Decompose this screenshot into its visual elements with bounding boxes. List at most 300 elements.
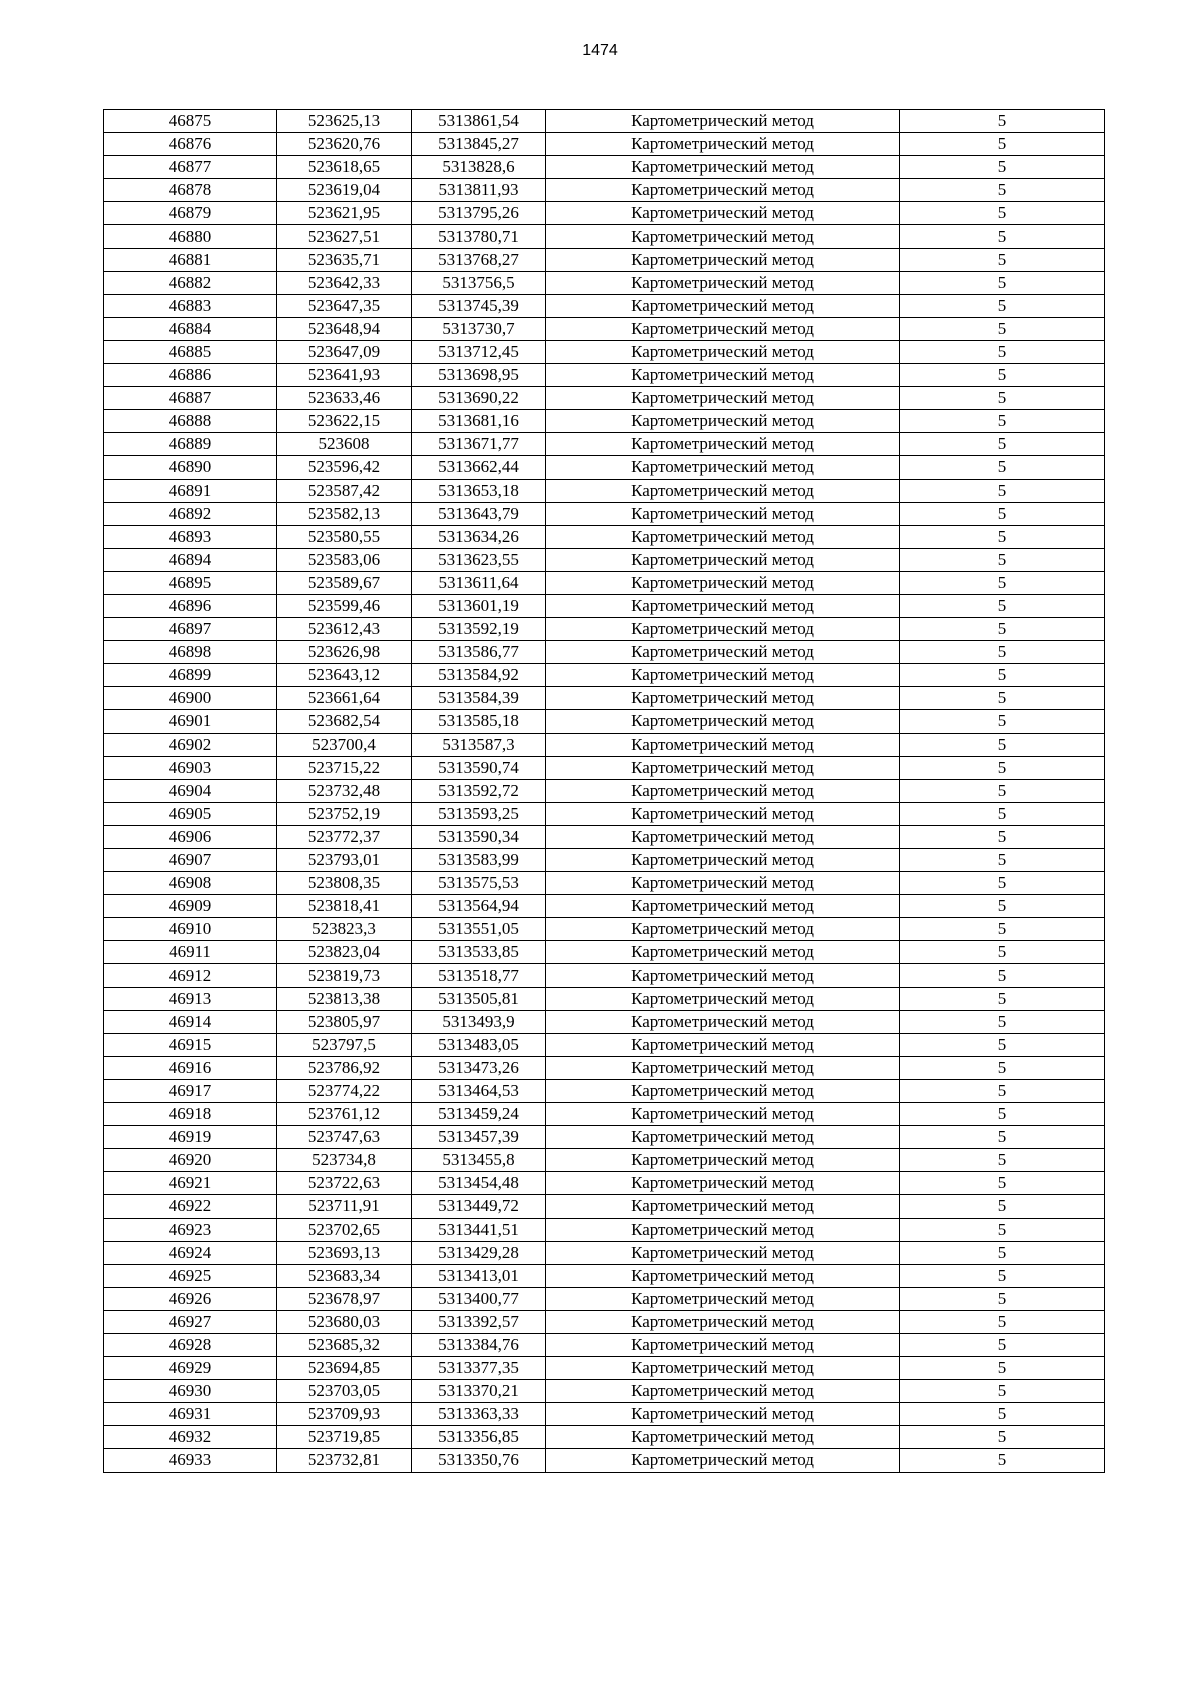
accuracy-cell: 5 — [900, 987, 1105, 1010]
x-coordinate-cell: 523647,09 — [277, 340, 412, 363]
coordinates-table — [103, 109, 1105, 1473]
x-coordinate-cell: 523797,5 — [277, 1033, 412, 1056]
accuracy-cell: 5 — [900, 179, 1105, 202]
point-number-cell: 46904 — [104, 779, 277, 802]
y-coordinate-cell: 5313493,9 — [412, 1010, 546, 1033]
table-row — [104, 802, 1105, 825]
accuracy-cell: 5 — [900, 456, 1105, 479]
point-number-cell: 46887 — [104, 387, 277, 410]
accuracy-cell: 5 — [900, 964, 1105, 987]
table-row — [104, 987, 1105, 1010]
y-coordinate-cell: 5313756,5 — [412, 271, 546, 294]
table-row — [104, 733, 1105, 756]
point-number-cell: 46930 — [104, 1380, 277, 1403]
accuracy-cell: 5 — [900, 1264, 1105, 1287]
table-row — [104, 110, 1105, 133]
point-number-cell: 46901 — [104, 710, 277, 733]
method-cell: Картометрический метод — [546, 872, 900, 895]
y-coordinate-cell: 5313590,74 — [412, 756, 546, 779]
table-row — [104, 202, 1105, 225]
y-coordinate-cell: 5313590,34 — [412, 825, 546, 848]
method-cell: Картометрический метод — [546, 964, 900, 987]
y-coordinate-cell: 5313730,7 — [412, 317, 546, 340]
x-coordinate-cell: 523580,55 — [277, 525, 412, 548]
accuracy-cell: 5 — [900, 110, 1105, 133]
method-cell: Картометрический метод — [546, 410, 900, 433]
method-cell: Картометрический метод — [546, 1056, 900, 1079]
method-cell: Картометрический метод — [546, 733, 900, 756]
x-coordinate-cell: 523683,34 — [277, 1264, 412, 1287]
x-coordinate-cell: 523715,22 — [277, 756, 412, 779]
method-cell: Картометрический метод — [546, 1195, 900, 1218]
method-cell: Картометрический метод — [546, 710, 900, 733]
point-number-cell: 46912 — [104, 964, 277, 987]
point-number-cell: 46896 — [104, 594, 277, 617]
accuracy-cell: 5 — [900, 872, 1105, 895]
y-coordinate-cell: 5313564,94 — [412, 895, 546, 918]
accuracy-cell: 5 — [900, 594, 1105, 617]
table-row — [104, 779, 1105, 802]
method-cell: Картометрический метод — [546, 179, 900, 202]
table-row — [104, 1357, 1105, 1380]
accuracy-cell: 5 — [900, 156, 1105, 179]
accuracy-cell: 5 — [900, 133, 1105, 156]
method-cell: Картометрический метод — [546, 1010, 900, 1033]
accuracy-cell: 5 — [900, 1172, 1105, 1195]
method-cell: Картометрический метод — [546, 548, 900, 571]
y-coordinate-cell: 5313370,21 — [412, 1380, 546, 1403]
accuracy-cell: 5 — [900, 849, 1105, 872]
table-row — [104, 1149, 1105, 1172]
accuracy-cell: 5 — [900, 710, 1105, 733]
accuracy-cell: 5 — [900, 687, 1105, 710]
point-number-cell: 46894 — [104, 548, 277, 571]
accuracy-cell: 5 — [900, 802, 1105, 825]
y-coordinate-cell: 5313575,53 — [412, 872, 546, 895]
accuracy-cell: 5 — [900, 779, 1105, 802]
method-cell: Картометрический метод — [546, 1218, 900, 1241]
table-row — [104, 1010, 1105, 1033]
table-row — [104, 410, 1105, 433]
method-cell: Картометрический метод — [546, 156, 900, 179]
coordinates-table-body — [104, 110, 1105, 1473]
x-coordinate-cell: 523608 — [277, 433, 412, 456]
method-cell: Картометрический метод — [546, 687, 900, 710]
point-number-cell: 46903 — [104, 756, 277, 779]
y-coordinate-cell: 5313356,85 — [412, 1426, 546, 1449]
point-number-cell: 46911 — [104, 941, 277, 964]
point-number-cell: 46895 — [104, 571, 277, 594]
x-coordinate-cell: 523711,91 — [277, 1195, 412, 1218]
point-number-cell: 46916 — [104, 1056, 277, 1079]
table-row — [104, 294, 1105, 317]
accuracy-cell: 5 — [900, 1218, 1105, 1241]
y-coordinate-cell: 5313455,8 — [412, 1149, 546, 1172]
point-number-cell: 46910 — [104, 918, 277, 941]
method-cell: Картометрический метод — [546, 456, 900, 479]
accuracy-cell: 5 — [900, 1287, 1105, 1310]
point-number-cell: 46909 — [104, 895, 277, 918]
point-number-cell: 46891 — [104, 479, 277, 502]
x-coordinate-cell: 523599,46 — [277, 594, 412, 617]
point-number-cell: 46893 — [104, 525, 277, 548]
method-cell: Картометрический метод — [546, 294, 900, 317]
method-cell: Картометрический метод — [546, 364, 900, 387]
accuracy-cell: 5 — [900, 548, 1105, 571]
accuracy-cell: 5 — [900, 618, 1105, 641]
method-cell: Картометрический метод — [546, 571, 900, 594]
point-number-cell: 46906 — [104, 825, 277, 848]
table-row — [104, 317, 1105, 340]
accuracy-cell: 5 — [900, 340, 1105, 363]
y-coordinate-cell: 5313441,51 — [412, 1218, 546, 1241]
y-coordinate-cell: 5313795,26 — [412, 202, 546, 225]
y-coordinate-cell: 5313690,22 — [412, 387, 546, 410]
y-coordinate-cell: 5313861,54 — [412, 110, 546, 133]
y-coordinate-cell: 5313671,77 — [412, 433, 546, 456]
method-cell: Картометрический метод — [546, 525, 900, 548]
table-row — [104, 756, 1105, 779]
point-number-cell: 46929 — [104, 1357, 277, 1380]
point-number-cell: 46900 — [104, 687, 277, 710]
method-cell: Картометрический метод — [546, 225, 900, 248]
method-cell: Картометрический метод — [546, 849, 900, 872]
y-coordinate-cell: 5313653,18 — [412, 479, 546, 502]
x-coordinate-cell: 523808,35 — [277, 872, 412, 895]
y-coordinate-cell: 5313592,19 — [412, 618, 546, 641]
y-coordinate-cell: 5313429,28 — [412, 1241, 546, 1264]
accuracy-cell: 5 — [900, 364, 1105, 387]
method-cell: Картометрический метод — [546, 317, 900, 340]
y-coordinate-cell: 5313584,39 — [412, 687, 546, 710]
point-number-cell: 46923 — [104, 1218, 277, 1241]
accuracy-cell: 5 — [900, 895, 1105, 918]
x-coordinate-cell: 523612,43 — [277, 618, 412, 641]
point-number-cell: 46920 — [104, 1149, 277, 1172]
method-cell: Картометрический метод — [546, 1149, 900, 1172]
table-row — [104, 1056, 1105, 1079]
x-coordinate-cell: 523685,32 — [277, 1333, 412, 1356]
page-number: 1474 — [582, 42, 618, 59]
x-coordinate-cell: 523622,15 — [277, 410, 412, 433]
method-cell: Картометрический метод — [546, 248, 900, 271]
accuracy-cell: 5 — [900, 664, 1105, 687]
method-cell: Картометрический метод — [546, 110, 900, 133]
table-row — [104, 433, 1105, 456]
table-row — [104, 225, 1105, 248]
method-cell: Картометрический метод — [546, 1033, 900, 1056]
point-number-cell: 46926 — [104, 1287, 277, 1310]
method-cell: Картометрический метод — [546, 1287, 900, 1310]
point-number-cell: 46925 — [104, 1264, 277, 1287]
table-row — [104, 641, 1105, 664]
accuracy-cell: 5 — [900, 525, 1105, 548]
table-row — [104, 825, 1105, 848]
table-row — [104, 133, 1105, 156]
method-cell: Картометрический метод — [546, 1449, 900, 1472]
y-coordinate-cell: 5313551,05 — [412, 918, 546, 941]
method-cell: Картометрический метод — [546, 1079, 900, 1102]
x-coordinate-cell: 523786,92 — [277, 1056, 412, 1079]
point-number-cell: 46922 — [104, 1195, 277, 1218]
x-coordinate-cell: 523647,35 — [277, 294, 412, 317]
method-cell: Картометрический метод — [546, 387, 900, 410]
point-number-cell: 46933 — [104, 1449, 277, 1472]
accuracy-cell: 5 — [900, 1449, 1105, 1472]
accuracy-cell: 5 — [900, 1426, 1105, 1449]
y-coordinate-cell: 5313457,39 — [412, 1126, 546, 1149]
x-coordinate-cell: 523722,63 — [277, 1172, 412, 1195]
point-number-cell: 46897 — [104, 618, 277, 641]
point-number-cell: 46931 — [104, 1403, 277, 1426]
x-coordinate-cell: 523693,13 — [277, 1241, 412, 1264]
accuracy-cell: 5 — [900, 1149, 1105, 1172]
table-row — [104, 618, 1105, 641]
table-row — [104, 525, 1105, 548]
point-number-cell: 46879 — [104, 202, 277, 225]
method-cell: Картометрический метод — [546, 1426, 900, 1449]
point-number-cell: 46876 — [104, 133, 277, 156]
point-number-cell: 46892 — [104, 502, 277, 525]
y-coordinate-cell: 5313681,16 — [412, 410, 546, 433]
table-row — [104, 964, 1105, 987]
y-coordinate-cell: 5313768,27 — [412, 248, 546, 271]
point-number-cell: 46915 — [104, 1033, 277, 1056]
point-number-cell: 46890 — [104, 456, 277, 479]
method-cell: Картометрический метод — [546, 594, 900, 617]
accuracy-cell: 5 — [900, 1195, 1105, 1218]
y-coordinate-cell: 5313780,71 — [412, 225, 546, 248]
table-row — [104, 710, 1105, 733]
table-row — [104, 1403, 1105, 1426]
table-row — [104, 687, 1105, 710]
table-row — [104, 479, 1105, 502]
point-number-cell: 46889 — [104, 433, 277, 456]
point-number-cell: 46913 — [104, 987, 277, 1010]
x-coordinate-cell: 523619,04 — [277, 179, 412, 202]
accuracy-cell: 5 — [900, 1079, 1105, 1102]
accuracy-cell: 5 — [900, 410, 1105, 433]
accuracy-cell: 5 — [900, 502, 1105, 525]
table-row — [104, 502, 1105, 525]
table-row — [104, 1333, 1105, 1356]
x-coordinate-cell: 523734,8 — [277, 1149, 412, 1172]
point-number-cell: 46882 — [104, 271, 277, 294]
method-cell: Картометрический метод — [546, 825, 900, 848]
table-row — [104, 548, 1105, 571]
y-coordinate-cell: 5313464,53 — [412, 1079, 546, 1102]
x-coordinate-cell: 523643,12 — [277, 664, 412, 687]
x-coordinate-cell: 523582,13 — [277, 502, 412, 525]
point-number-cell: 46885 — [104, 340, 277, 363]
table-row — [104, 1310, 1105, 1333]
y-coordinate-cell: 5313712,45 — [412, 340, 546, 363]
y-coordinate-cell: 5313587,3 — [412, 733, 546, 756]
point-number-cell: 46907 — [104, 849, 277, 872]
method-cell: Картометрический метод — [546, 1126, 900, 1149]
x-coordinate-cell: 523747,63 — [277, 1126, 412, 1149]
point-number-cell: 46908 — [104, 872, 277, 895]
x-coordinate-cell: 523589,67 — [277, 571, 412, 594]
point-number-cell: 46899 — [104, 664, 277, 687]
accuracy-cell: 5 — [900, 756, 1105, 779]
x-coordinate-cell: 523648,94 — [277, 317, 412, 340]
method-cell: Картометрический метод — [546, 1380, 900, 1403]
point-number-cell: 46898 — [104, 641, 277, 664]
method-cell: Картометрический метод — [546, 1333, 900, 1356]
method-cell: Картометрический метод — [546, 433, 900, 456]
x-coordinate-cell: 523635,71 — [277, 248, 412, 271]
method-cell: Картометрический метод — [546, 895, 900, 918]
method-cell: Картометрический метод — [546, 202, 900, 225]
y-coordinate-cell: 5313592,72 — [412, 779, 546, 802]
y-coordinate-cell: 5313662,44 — [412, 456, 546, 479]
accuracy-cell: 5 — [900, 294, 1105, 317]
x-coordinate-cell: 523682,54 — [277, 710, 412, 733]
point-number-cell: 46921 — [104, 1172, 277, 1195]
x-coordinate-cell: 523620,76 — [277, 133, 412, 156]
table-row — [104, 156, 1105, 179]
y-coordinate-cell: 5313585,18 — [412, 710, 546, 733]
table-row — [104, 340, 1105, 363]
accuracy-cell: 5 — [900, 248, 1105, 271]
y-coordinate-cell: 5313601,19 — [412, 594, 546, 617]
x-coordinate-cell: 523596,42 — [277, 456, 412, 479]
y-coordinate-cell: 5313400,77 — [412, 1287, 546, 1310]
accuracy-cell: 5 — [900, 1357, 1105, 1380]
table-row — [104, 872, 1105, 895]
y-coordinate-cell: 5313449,72 — [412, 1195, 546, 1218]
x-coordinate-cell: 523818,41 — [277, 895, 412, 918]
accuracy-cell: 5 — [900, 1403, 1105, 1426]
accuracy-cell: 5 — [900, 941, 1105, 964]
table-row — [104, 1126, 1105, 1149]
table-row — [104, 1172, 1105, 1195]
point-number-cell: 46878 — [104, 179, 277, 202]
y-coordinate-cell: 5313745,39 — [412, 294, 546, 317]
method-cell: Картометрический метод — [546, 1264, 900, 1287]
method-cell: Картометрический метод — [546, 641, 900, 664]
table-row — [104, 918, 1105, 941]
method-cell: Картометрический метод — [546, 941, 900, 964]
x-coordinate-cell: 523709,93 — [277, 1403, 412, 1426]
table-row — [104, 1241, 1105, 1264]
method-cell: Картометрический метод — [546, 987, 900, 1010]
x-coordinate-cell: 523618,65 — [277, 156, 412, 179]
method-cell: Картометрический метод — [546, 1103, 900, 1126]
point-number-cell: 46919 — [104, 1126, 277, 1149]
accuracy-cell: 5 — [900, 1380, 1105, 1403]
x-coordinate-cell: 523642,33 — [277, 271, 412, 294]
y-coordinate-cell: 5313845,27 — [412, 133, 546, 156]
y-coordinate-cell: 5313643,79 — [412, 502, 546, 525]
point-number-cell: 46917 — [104, 1079, 277, 1102]
x-coordinate-cell: 523625,13 — [277, 110, 412, 133]
table-row — [104, 1033, 1105, 1056]
y-coordinate-cell: 5313698,95 — [412, 364, 546, 387]
y-coordinate-cell: 5313811,93 — [412, 179, 546, 202]
table-row — [104, 941, 1105, 964]
point-number-cell: 46905 — [104, 802, 277, 825]
y-coordinate-cell: 5313828,6 — [412, 156, 546, 179]
x-coordinate-cell: 523587,42 — [277, 479, 412, 502]
point-number-cell: 46883 — [104, 294, 277, 317]
table-row — [104, 1449, 1105, 1472]
x-coordinate-cell: 523641,93 — [277, 364, 412, 387]
y-coordinate-cell: 5313377,35 — [412, 1357, 546, 1380]
x-coordinate-cell: 523793,01 — [277, 849, 412, 872]
point-number-cell: 46880 — [104, 225, 277, 248]
table-row — [104, 456, 1105, 479]
point-number-cell: 46877 — [104, 156, 277, 179]
y-coordinate-cell: 5313583,99 — [412, 849, 546, 872]
y-coordinate-cell: 5313413,01 — [412, 1264, 546, 1287]
x-coordinate-cell: 523823,04 — [277, 941, 412, 964]
table-row — [104, 571, 1105, 594]
point-number-cell: 46881 — [104, 248, 277, 271]
x-coordinate-cell: 523633,46 — [277, 387, 412, 410]
x-coordinate-cell: 523680,03 — [277, 1310, 412, 1333]
method-cell: Картометрический метод — [546, 779, 900, 802]
y-coordinate-cell: 5313593,25 — [412, 802, 546, 825]
table-row — [104, 895, 1105, 918]
accuracy-cell: 5 — [900, 918, 1105, 941]
y-coordinate-cell: 5313392,57 — [412, 1310, 546, 1333]
table-row — [104, 664, 1105, 687]
y-coordinate-cell: 5313533,85 — [412, 941, 546, 964]
accuracy-cell: 5 — [900, 641, 1105, 664]
method-cell: Картометрический метод — [546, 802, 900, 825]
x-coordinate-cell: 523772,37 — [277, 825, 412, 848]
table-row — [104, 1426, 1105, 1449]
method-cell: Картометрический метод — [546, 1357, 900, 1380]
method-cell: Картометрический метод — [546, 918, 900, 941]
accuracy-cell: 5 — [900, 825, 1105, 848]
method-cell: Картометрический метод — [546, 618, 900, 641]
accuracy-cell: 5 — [900, 271, 1105, 294]
method-cell: Картометрический метод — [546, 664, 900, 687]
x-coordinate-cell: 523732,48 — [277, 779, 412, 802]
point-number-cell: 46884 — [104, 317, 277, 340]
table-row — [104, 1195, 1105, 1218]
table-row — [104, 1287, 1105, 1310]
y-coordinate-cell: 5313473,26 — [412, 1056, 546, 1079]
accuracy-cell: 5 — [900, 433, 1105, 456]
table-row — [104, 248, 1105, 271]
method-cell: Картометрический метод — [546, 133, 900, 156]
x-coordinate-cell: 523626,98 — [277, 641, 412, 664]
y-coordinate-cell: 5313518,77 — [412, 964, 546, 987]
x-coordinate-cell: 523732,81 — [277, 1449, 412, 1472]
method-cell: Картометрический метод — [546, 756, 900, 779]
x-coordinate-cell: 523627,51 — [277, 225, 412, 248]
table-row — [104, 179, 1105, 202]
table-row — [104, 1079, 1105, 1102]
accuracy-cell: 5 — [900, 202, 1105, 225]
table-row — [104, 387, 1105, 410]
y-coordinate-cell: 5313584,92 — [412, 664, 546, 687]
table-row — [104, 1380, 1105, 1403]
x-coordinate-cell: 523823,3 — [277, 918, 412, 941]
y-coordinate-cell: 5313586,77 — [412, 641, 546, 664]
x-coordinate-cell: 523583,06 — [277, 548, 412, 571]
accuracy-cell: 5 — [900, 571, 1105, 594]
point-number-cell: 46927 — [104, 1310, 277, 1333]
x-coordinate-cell: 523719,85 — [277, 1426, 412, 1449]
table-row — [104, 1264, 1105, 1287]
accuracy-cell: 5 — [900, 1333, 1105, 1356]
x-coordinate-cell: 523819,73 — [277, 964, 412, 987]
